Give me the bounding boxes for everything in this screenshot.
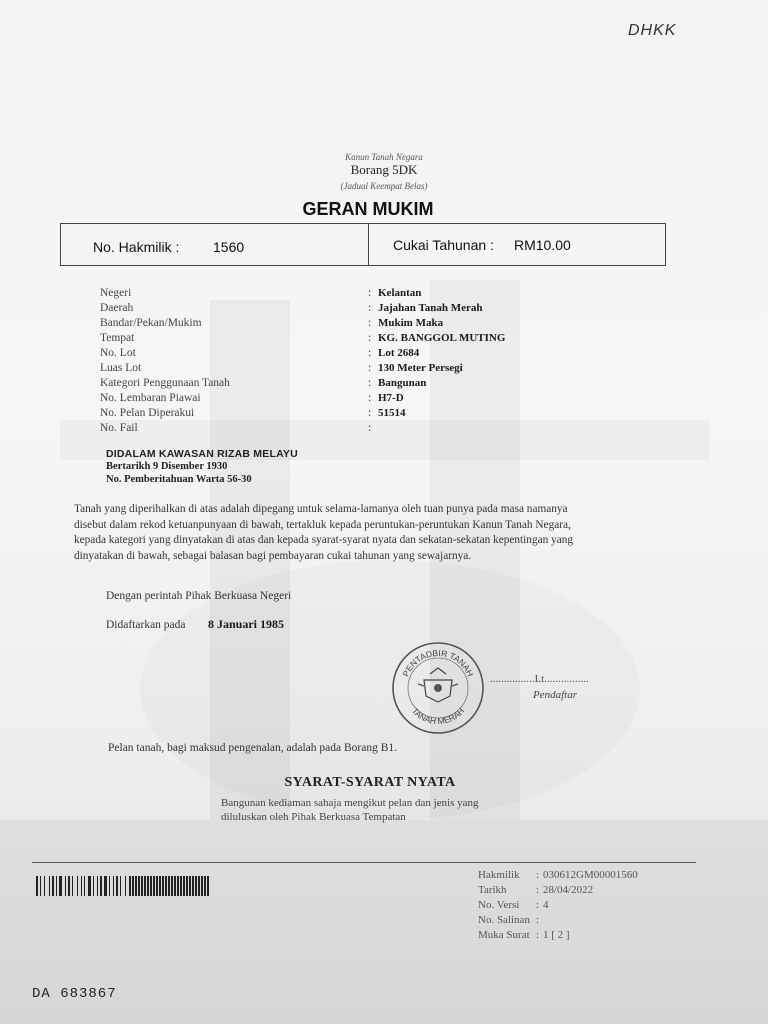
- barcode-bar: [49, 876, 50, 896]
- serial-number: DA 683867: [32, 986, 117, 1002]
- barcode-bar: [201, 876, 203, 896]
- barcode-bar: [120, 876, 121, 896]
- barcode-bar: [52, 876, 54, 896]
- barcode-bar: [186, 876, 188, 896]
- barcode-bar: [116, 876, 118, 896]
- conditions-line: Bangunan kediaman sahaja mengikut pelan dan jenis yang: [221, 797, 479, 809]
- meta-value: 030612GM00001560: [543, 869, 638, 881]
- registered-date: 8 Januari 1985: [208, 617, 285, 631]
- meta-label: No. Versi: [478, 899, 520, 911]
- plan-note: Pelan tanah, bagi maksud pengenalan, adalah pada Borang B1.: [108, 742, 398, 754]
- title-box: [60, 223, 666, 266]
- barcode-bar: [162, 876, 164, 896]
- detail-label: Negeri: [100, 287, 132, 299]
- barcode-bar: [65, 876, 66, 896]
- detail-value: 130 Meter Persegi: [378, 362, 463, 374]
- detail-value: Bangunan: [378, 377, 427, 389]
- document-title: GERAN MUKIM: [302, 199, 434, 219]
- barcode-bar: [129, 876, 131, 896]
- meta-label: Hakmilik: [478, 869, 520, 881]
- barcode-bar: [56, 876, 57, 896]
- cukai-value: RM10.00: [514, 237, 571, 253]
- signature-title: Pendaftar: [533, 689, 577, 701]
- meta-row-tarikh: Tarikh : 28/04/2022: [478, 884, 594, 896]
- barcode-bar: [174, 876, 176, 896]
- detail-label: Daerah: [100, 302, 134, 314]
- detail-value: Kelantan: [378, 287, 422, 299]
- body-line: disebut dalam rekod ketuanpunyaan di bawah, tertakluk kepada peruntukan-peruntukan Kanun Tanah Negara,: [74, 518, 571, 531]
- details-list: [100, 287, 660, 437]
- detail-label: Bandar/Pekan/Mukim: [100, 317, 202, 329]
- body-line: Tanah yang diperihalkan di atas adalah dipegang untuk selama-lamanya oleh tuan punya pada masa namanya: [74, 503, 568, 515]
- detail-row-kategori: Kategori Penggunaan Tanah : Bangunan: [100, 377, 427, 389]
- detail-label: Luas Lot: [100, 362, 142, 374]
- signature-dots: ................Lt................: [490, 674, 590, 685]
- barcode-bar: [189, 876, 191, 896]
- barcode-bar: [141, 876, 143, 896]
- official-stamp: [390, 640, 486, 736]
- order-text: Dengan perintah Pihak Berkuasa Negeri: [106, 590, 292, 602]
- barcode-bar: [153, 876, 155, 896]
- barcode-bar: [109, 876, 110, 896]
- detail-label: Tempat: [100, 332, 135, 344]
- meta-label: Tarikh: [478, 884, 507, 896]
- barcode-bar: [204, 876, 206, 896]
- barcode-bar: [59, 876, 62, 896]
- detail-row-mukim: Bandar/Pekan/Mukim : Mukim Maka: [100, 317, 444, 329]
- meta-value: 1 [ 2 ]: [543, 929, 570, 941]
- stamp-top-text: PENTADBIR TANAH: [400, 647, 476, 679]
- barcode-bar: [165, 876, 167, 896]
- barcode-bar: [198, 876, 200, 896]
- svg-text:TANAH MERAH: [410, 706, 466, 727]
- detail-label: No. Pelan Diperakui: [100, 407, 195, 419]
- reserve-heading: DIDALAM KAWASAN RIZAB MELAYU: [106, 448, 298, 460]
- act-name: Kanun Tanah Negara: [345, 152, 423, 162]
- detail-label: Kategori Penggunaan Tanah: [100, 377, 230, 389]
- meta-row-hakmilik: Hakmilik : 030612GM00001560: [478, 869, 638, 881]
- barcode-bar: [183, 876, 185, 896]
- barcode-bar: [68, 876, 70, 896]
- conditions-line: diluluskan oleh Pihak Berkuasa Tempatan: [221, 811, 406, 823]
- barcode-bar: [40, 876, 41, 896]
- detail-value: Lot 2684: [378, 347, 420, 359]
- barcode-bar: [168, 876, 170, 896]
- barcode-bar: [132, 876, 134, 896]
- detail-row-negeri: Negeri : Kelantan: [100, 287, 422, 299]
- registered-label: Didaftarkan pada: [106, 619, 186, 631]
- barcode-bar: [150, 876, 152, 896]
- meta-row-muka-surat: Muka Surat : 1 [ 2 ]: [478, 929, 570, 941]
- detail-row-lembaran: No. Lembaran Piawai : H7-D: [100, 392, 404, 404]
- hakmilik-label: No. Hakmilik :: [93, 239, 180, 255]
- barcode-bar: [171, 876, 173, 896]
- barcode-bar: [192, 876, 194, 896]
- detail-row-fail: No. Fail :: [100, 422, 372, 434]
- detail-row-lot: No. Lot : Lot 2684: [100, 347, 420, 359]
- barcode-bar: [195, 876, 197, 896]
- crest-emblem-icon: [418, 668, 458, 702]
- conditions-heading: SYARAT-SYARAT NYATA: [284, 775, 456, 790]
- detail-label: No. Lembaran Piawai: [100, 392, 201, 404]
- barcode-bar: [180, 876, 182, 896]
- stamp-bottom-text: TANAH MERAH: [409, 705, 467, 727]
- detail-label: No. Lot: [100, 347, 136, 359]
- meta-value: 4: [543, 899, 549, 911]
- barcode-bar: [207, 876, 209, 896]
- barcode-bar: [97, 876, 98, 896]
- meta-label: No. Salinan: [478, 914, 530, 926]
- cukai-label: Cukai Tahunan :: [393, 237, 494, 253]
- barcode-bar: [135, 876, 137, 896]
- barcode-bar: [44, 876, 45, 896]
- body-line: kepada kategori yang dinyatakan di atas dan kepada syarat-syarat nyata dan sekatan-sekatan kepentingan yang: [74, 534, 574, 546]
- barcode: [36, 876, 212, 896]
- meta-row-salinan: No. Salinan :: [478, 914, 540, 926]
- barcode-bar: [144, 876, 146, 896]
- barcode-bar: [84, 876, 85, 896]
- meta-row-versi: No. Versi : 4: [478, 899, 549, 911]
- reserve-gazette: No. Pemberitahuan Warta 56-30: [106, 474, 252, 485]
- schedule-name: (Jadual Keempat Belas): [340, 181, 428, 191]
- body-line: dinyatakan di bawah, sebagai balasan bagi pembayaran cukai tahunan yang sewajarnya.: [74, 549, 472, 562]
- detail-row-daerah: Daerah : Jajahan Tanah Merah: [100, 302, 483, 314]
- barcode-bar: [72, 876, 73, 896]
- detail-row-luas: Luas Lot : 130 Meter Persegi: [100, 362, 463, 374]
- barcode-bar: [138, 876, 140, 896]
- corner-code: DHKK: [628, 22, 677, 39]
- detail-value: H7-D: [378, 392, 404, 404]
- barcode-bar: [100, 876, 102, 896]
- body-paragraph: [74, 502, 664, 564]
- meta-label: Muka Surat: [478, 929, 530, 941]
- barcode-bar: [88, 876, 91, 896]
- footer-divider: [32, 862, 696, 863]
- detail-label: No. Fail: [100, 422, 138, 434]
- barcode-bar: [156, 876, 158, 896]
- barcode-bar: [81, 876, 82, 896]
- meta-value: 28/04/2022: [543, 884, 594, 896]
- title-metadata: [478, 869, 718, 949]
- barcode-bar: [93, 876, 94, 896]
- detail-value: 51514: [378, 407, 406, 419]
- barcode-graphic: [36, 876, 212, 896]
- detail-value: Mukim Maka: [378, 317, 444, 329]
- detail-value: Jajahan Tanah Merah: [378, 302, 483, 314]
- barcode-bar: [104, 876, 107, 896]
- detail-row-tempat: Tempat : KG. BANGGOL MUTING: [100, 332, 506, 344]
- barcode-bar: [125, 876, 126, 896]
- barcode-bar: [147, 876, 149, 896]
- barcode-bar: [77, 876, 78, 896]
- detail-value: KG. BANGGOL MUTING: [378, 332, 506, 344]
- hakmilik-value: 1560: [213, 239, 245, 255]
- barcode-bar: [36, 876, 38, 896]
- barcode-bar: [177, 876, 179, 896]
- detail-row-pelan: No. Pelan Diperakui : 51514: [100, 407, 406, 419]
- form-name: Borang 5DK: [350, 162, 418, 177]
- reserve-date: Bertarikh 9 Disember 1930: [106, 461, 228, 472]
- barcode-bar: [159, 876, 161, 896]
- barcode-bar: [113, 876, 114, 896]
- title-box-divider: [368, 224, 369, 265]
